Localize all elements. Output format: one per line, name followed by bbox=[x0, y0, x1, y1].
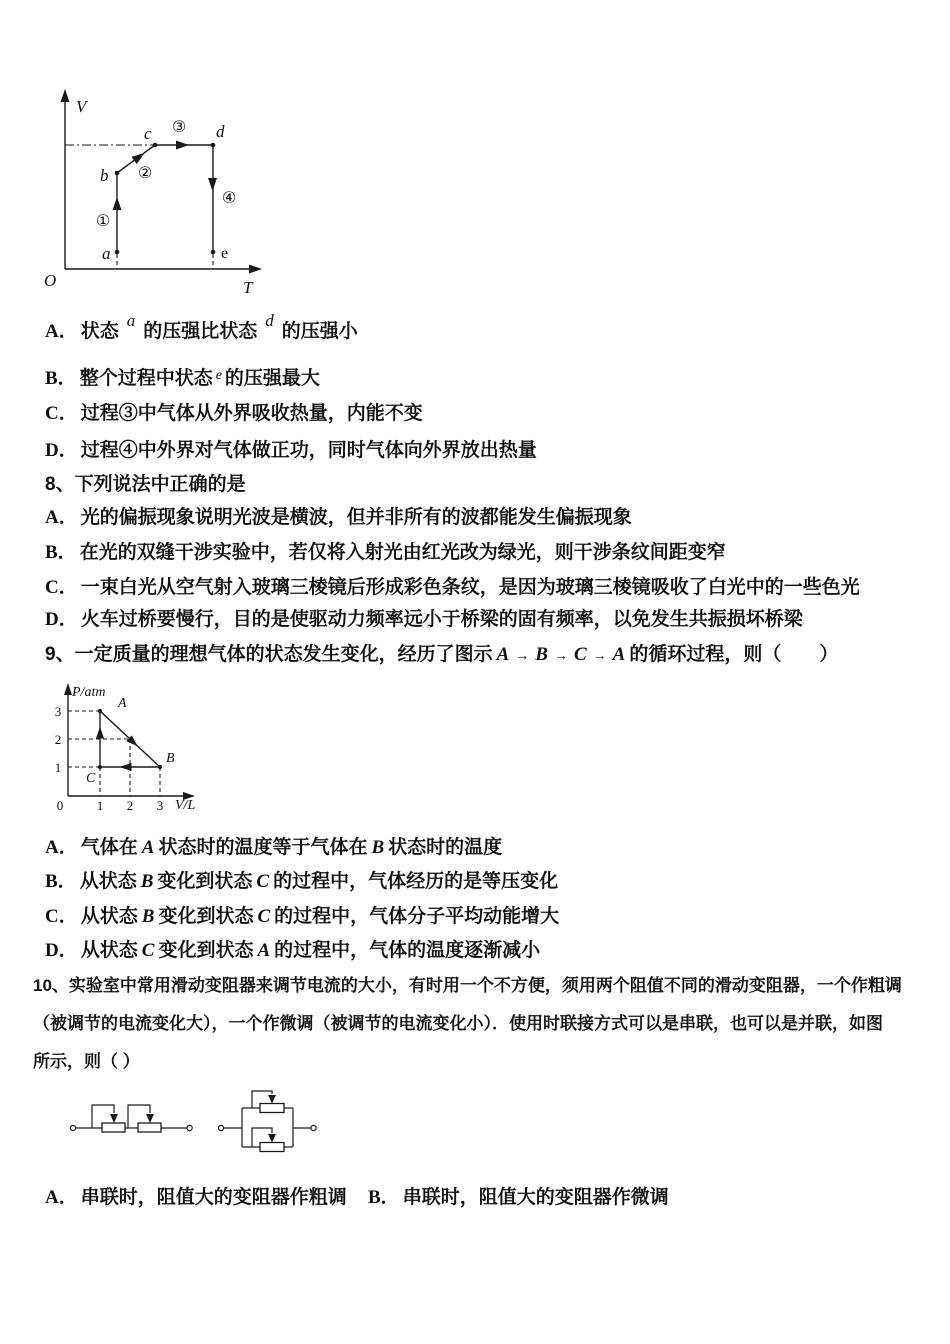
arrow-down-icon bbox=[208, 178, 217, 191]
q10-option-a bbox=[45, 1186, 347, 1209]
point-A bbox=[98, 709, 102, 713]
option-text: 从状态 bbox=[80, 940, 138, 961]
slider-arrow-icon bbox=[268, 1095, 276, 1104]
state-var: C bbox=[141, 940, 155, 961]
option-text: 的过程中，气体的温度逐渐减小 bbox=[274, 940, 541, 961]
cycle-var: A bbox=[612, 644, 626, 665]
q9-option-a bbox=[45, 836, 502, 859]
option-text: 的过程中，气体分子平均动能增大 bbox=[274, 906, 560, 927]
option-letter: A． bbox=[45, 507, 78, 528]
point-C bbox=[98, 765, 102, 769]
vt-diagram bbox=[40, 88, 275, 300]
point-a-label: a bbox=[102, 244, 111, 263]
v-axis-label: V bbox=[76, 97, 87, 116]
option-text: 串联时，阻值大的变阻器作粗调 bbox=[80, 1187, 347, 1208]
arrow-up-icon bbox=[113, 197, 122, 210]
option-letter: C． bbox=[45, 577, 78, 598]
option-letter: B． bbox=[45, 368, 77, 389]
option-text: 过程④中外界对气体做正功，同时气体向外界放出热量 bbox=[80, 440, 537, 461]
t-axis-arrow-icon bbox=[249, 265, 262, 274]
point-C-label: C bbox=[86, 771, 96, 786]
v-axis-label: V/L bbox=[175, 798, 196, 813]
state-var-a: a bbox=[126, 311, 136, 330]
parallel-rheostat-circuit bbox=[213, 1083, 323, 1161]
cycle-var: C bbox=[573, 644, 587, 665]
t-axis-label: T bbox=[243, 278, 253, 297]
option-text: 变化到状态 bbox=[158, 940, 254, 961]
q8-option-b bbox=[45, 541, 726, 564]
point-a bbox=[115, 250, 120, 255]
right-arrow-icon: → bbox=[553, 647, 568, 663]
q7-option-c bbox=[45, 402, 423, 425]
point-e bbox=[211, 250, 216, 255]
state-var-e: e bbox=[215, 368, 222, 383]
point-e-label: e bbox=[221, 245, 229, 262]
option-text: 的压强最大 bbox=[224, 368, 320, 389]
p-tick-3: 3 bbox=[54, 704, 62, 719]
state-var-d: d bbox=[265, 311, 274, 330]
question-stem-text: 10、实验室中常用滑动变阻器来调节电流的大小，有时用一个不方便，须用两个阻值不同的滑动变阻器，一个作粗调 bbox=[33, 976, 902, 995]
slider-arrow-icon bbox=[268, 1134, 276, 1143]
q10-stem-line-1 bbox=[33, 974, 902, 997]
option-text: 过程③中气体从外界吸收热量，内能不变 bbox=[80, 403, 423, 424]
p-tick-2: 2 bbox=[54, 732, 62, 747]
option-text: 状态时的温度等于气体在 bbox=[158, 837, 368, 858]
process-3-badge: ③ bbox=[171, 117, 187, 136]
terminal-icon bbox=[187, 1125, 192, 1130]
state-var: C bbox=[256, 871, 270, 892]
option-text: 气体在 bbox=[80, 837, 138, 858]
state-var: A bbox=[257, 940, 271, 961]
series-rheostat-circuit bbox=[66, 1096, 196, 1140]
right-arrow-icon: → bbox=[515, 647, 530, 663]
option-text: 的压强比状态 bbox=[143, 321, 258, 342]
point-c bbox=[153, 143, 158, 148]
option-letter: B． bbox=[368, 1187, 400, 1208]
question-stem-text: （被调节的电流变化大），一个作微调（被调节的电流变化小）．使用时联接方式可以是串联，也可以是并联，如图 bbox=[33, 1014, 883, 1033]
cycle-var: A bbox=[496, 644, 510, 665]
option-text: 变化到状态 bbox=[157, 871, 253, 892]
process-1-badge: ① bbox=[95, 211, 111, 230]
option-text: 整个过程中状态 bbox=[79, 368, 213, 389]
option-letter: A． bbox=[45, 837, 78, 858]
option-text: 状态时的温度 bbox=[388, 837, 503, 858]
q10-option-b bbox=[368, 1186, 669, 1209]
process-4-badge: ④ bbox=[221, 188, 237, 207]
option-text: 的过程中，气体经历的是等压变化 bbox=[273, 871, 559, 892]
option-text: 串联时，阻值大的变阻器作微调 bbox=[402, 1187, 669, 1208]
state-var: A bbox=[141, 837, 155, 858]
slider-arrow-icon bbox=[146, 1114, 154, 1123]
option-letter: D． bbox=[45, 440, 78, 461]
slider-arrow-icon bbox=[110, 1114, 118, 1123]
option-text: 一束白光从空气射入玻璃三棱镜后形成彩色条纹，是因为玻璃三棱镜吸收了白光中的一些色光 bbox=[80, 577, 860, 598]
q9-option-b bbox=[45, 870, 558, 893]
option-text: 从状态 bbox=[79, 871, 137, 892]
q10-stem-line-3 bbox=[33, 1050, 140, 1073]
option-letter: A． bbox=[45, 1187, 78, 1208]
option-text: 光的偏振现象说明光波是横波，但并非所有的波都能发生偏振现象 bbox=[80, 507, 632, 528]
point-d-label: d bbox=[216, 122, 225, 141]
q8-option-a bbox=[45, 506, 632, 529]
state-var: C bbox=[257, 906, 271, 927]
question-stem-text: 9、一定质量的理想气体的状态发生变化，经历了图示 bbox=[45, 644, 493, 665]
v-tick-1: 1 bbox=[96, 798, 104, 813]
option-text: 从状态 bbox=[80, 906, 138, 927]
arrow-diagonal-icon bbox=[132, 149, 148, 164]
origin-tick: 0 bbox=[56, 798, 64, 813]
p-tick-1: 1 bbox=[54, 760, 62, 775]
cycle-var: B bbox=[535, 644, 548, 665]
option-letter: C． bbox=[45, 906, 78, 927]
terminal-icon bbox=[70, 1125, 75, 1130]
option-text: 状态 bbox=[80, 321, 119, 342]
question-stem-text: 所示，则（ ） bbox=[33, 1052, 140, 1071]
process-2-badge: ② bbox=[137, 163, 153, 182]
pv-diagram bbox=[42, 683, 242, 818]
v-tick-3: 3 bbox=[156, 798, 164, 813]
q7-option-b bbox=[45, 367, 320, 392]
p-axis-label: P/atm bbox=[72, 685, 106, 700]
point-d bbox=[211, 143, 216, 148]
rheostat-bottom bbox=[260, 1143, 284, 1152]
q10-stem-line-2 bbox=[33, 1012, 883, 1035]
q9-option-c bbox=[45, 905, 559, 928]
option-letter: B． bbox=[45, 542, 77, 563]
q9-option-d bbox=[45, 939, 540, 962]
point-B bbox=[158, 765, 162, 769]
option-letter: D． bbox=[45, 940, 78, 961]
terminal-icon bbox=[218, 1125, 223, 1130]
v-tick-2: 2 bbox=[126, 798, 134, 813]
option-letter: D． bbox=[45, 609, 78, 630]
question-stem-text: 的循环过程，则（ ） bbox=[629, 644, 839, 665]
point-c-label: c bbox=[144, 124, 152, 143]
origin-label: O bbox=[44, 271, 57, 290]
arrow-BC-icon bbox=[120, 763, 132, 771]
option-text: 在光的双缝干涉实验中，若仅将入射光由红光改为绿光，则干涉条纹间距变窄 bbox=[79, 542, 726, 563]
terminal-icon bbox=[311, 1125, 316, 1130]
q8-stem bbox=[45, 473, 246, 496]
point-b-label: b bbox=[100, 166, 109, 185]
q8-option-d bbox=[45, 608, 803, 631]
option-letter: B． bbox=[45, 871, 77, 892]
option-text: 的压强小 bbox=[281, 321, 358, 342]
q7-option-d bbox=[45, 439, 537, 462]
q8-option-c bbox=[45, 576, 860, 599]
p-axis-arrow-icon bbox=[64, 683, 72, 695]
rheostat-2 bbox=[138, 1123, 161, 1132]
option-text: 火车过桥要慢行，目的是使驱动力频率远小于桥梁的固有频率，以免发生共振损坏桥梁 bbox=[80, 609, 803, 630]
rheostat-1 bbox=[102, 1123, 125, 1132]
q9-stem bbox=[45, 643, 838, 667]
right-arrow-icon: → bbox=[592, 647, 607, 663]
v-axis-arrow-icon bbox=[61, 89, 70, 102]
point-B-label: B bbox=[166, 751, 175, 766]
q7-option-a bbox=[45, 311, 358, 343]
state-var: B bbox=[141, 906, 155, 927]
rheostat-top bbox=[260, 1104, 284, 1113]
option-text: 变化到状态 bbox=[158, 906, 254, 927]
question-stem-text: 8、下列说法中正确的是 bbox=[45, 474, 246, 495]
point-b bbox=[115, 171, 120, 176]
arrow-CA-icon bbox=[96, 727, 104, 739]
arrow-right-icon bbox=[176, 141, 189, 150]
option-letter: A． bbox=[45, 321, 78, 342]
option-letter: C． bbox=[45, 403, 78, 424]
state-var: B bbox=[140, 871, 154, 892]
point-A-label: A bbox=[118, 696, 127, 711]
state-var: B bbox=[371, 837, 385, 858]
